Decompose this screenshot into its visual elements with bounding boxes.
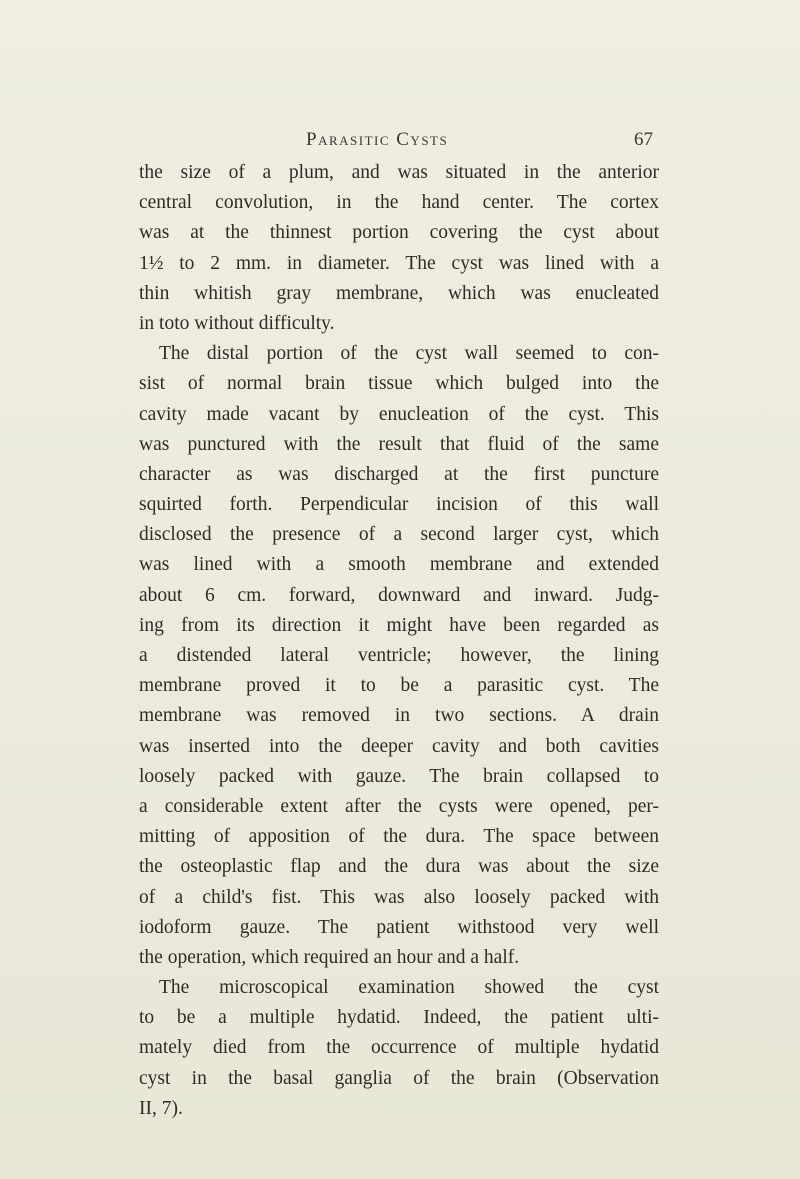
text-line: thin whitish gray membrane, which was enucleated <box>139 282 659 304</box>
text-line: II, 7). <box>139 1097 183 1119</box>
text-line: loosely packed with gauze. The brain collapsed to <box>139 765 659 787</box>
text-line: a distended lateral ventricle; however, the lining <box>139 645 659 666</box>
text-line: cyst in the basal ganglia of the brain (Observation <box>139 1067 659 1089</box>
page-number: 67 <box>634 129 653 150</box>
text-line: squirted forth. Perpendicular incision of this wall <box>139 494 659 516</box>
text-line: was at the thinnest portion covering the cyst about <box>139 222 659 244</box>
text-line: membrane proved it to be a parasitic cyst. The <box>139 675 659 697</box>
running-title: Parasitic Cysts <box>306 129 449 150</box>
text-line: 1½ to 2 mm. in diameter. The cyst was lined with a <box>139 252 659 274</box>
text-line: the size of a plum, and was situated in the anterior <box>139 162 659 183</box>
text-line: was lined with a smooth membrane and extended <box>139 554 659 576</box>
text-line: mitting of apposition of the dura. The space between <box>139 826 659 848</box>
text-line: mately died from the occurrence of multiple hydatid <box>139 1037 659 1059</box>
text-line: The distal portion of the cyst wall seemed to con- <box>159 343 659 365</box>
text-line: ing from its direction it might have been regarded as <box>139 614 659 636</box>
text-line: character as was discharged at the first puncture <box>139 463 659 485</box>
text-line: membrane was removed in two sections. A drain <box>139 705 659 727</box>
text-line: iodoform gauze. The patient withstood very well <box>139 916 659 938</box>
text-line: in toto without difficulty. <box>139 312 335 334</box>
text-line: sist of normal brain tissue which bulged into the <box>139 373 659 395</box>
text-line: central convolution, in the hand center. The cortex <box>139 192 659 214</box>
text-line: a considerable extent after the cysts were opened, per- <box>139 795 659 817</box>
text-line: was inserted into the deeper cavity and both cavities <box>139 735 659 757</box>
text-line: cavity made vacant by enucleation of the cyst. This <box>139 403 659 425</box>
text-line: about 6 cm. forward, downward and inward. Judg- <box>139 584 659 606</box>
running-head <box>0 129 800 153</box>
text-line: of a child's fist. This was also loosely packed with <box>139 886 659 908</box>
text-line: to be a multiple hydatid. Indeed, the patient ulti- <box>139 1007 659 1029</box>
text-line: was punctured with the result that fluid of the same <box>139 433 659 455</box>
text-line: the osteoplastic flap and the dura was about the size <box>139 856 659 878</box>
body-text <box>139 158 659 1124</box>
text-line: The microscopical examination showed the cyst <box>159 977 659 999</box>
text-line: disclosed the presence of a second larger cyst, which <box>139 524 659 546</box>
text-line: the operation, which required an hour and a half. <box>139 946 520 968</box>
